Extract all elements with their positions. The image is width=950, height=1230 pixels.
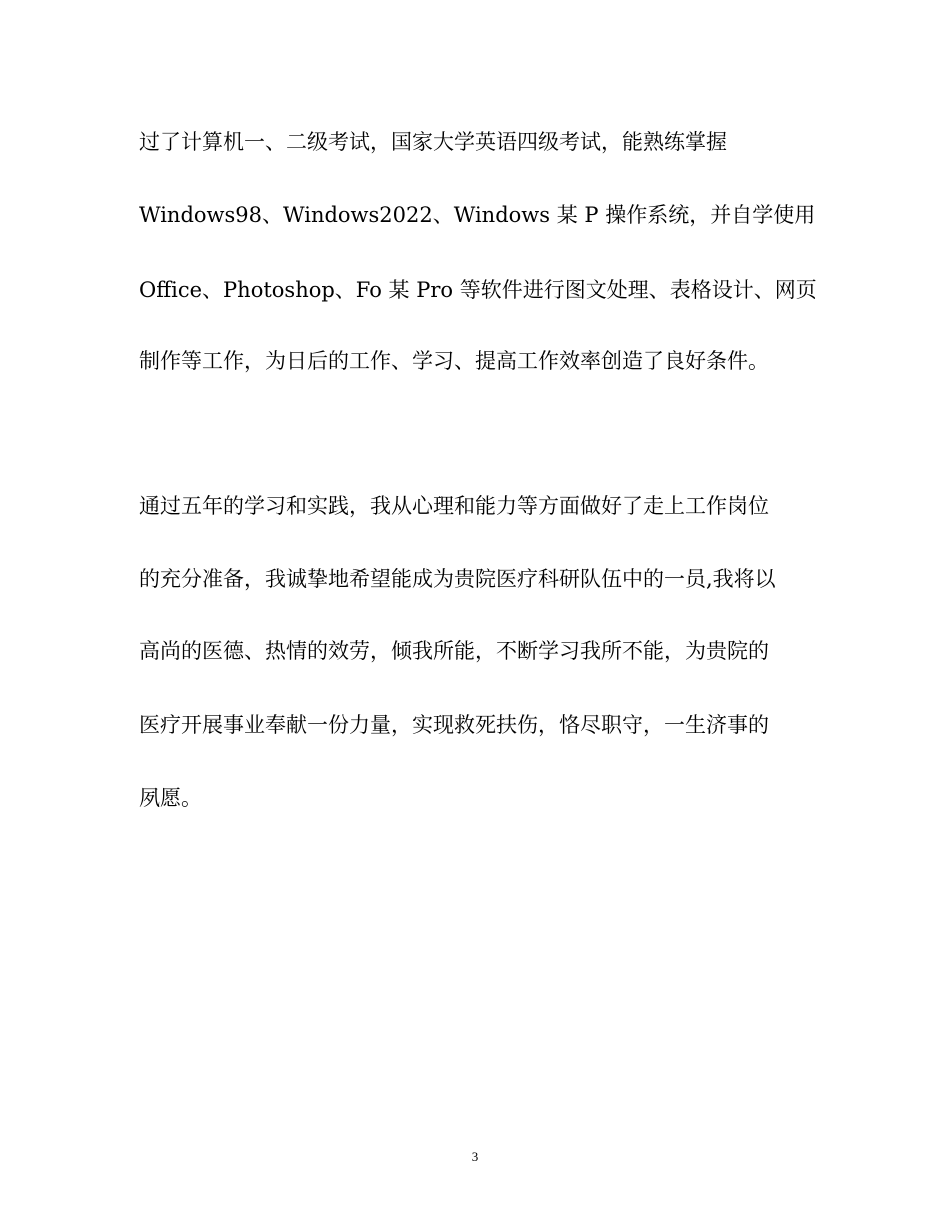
paragraph-line: Office、Photoshop、Fo 某 Pro 等软件进行图文处理、表格设计、网页 xyxy=(139,278,817,302)
paragraph-line: 通过五年的学习和实践，我从心理和能力等方面做好了走上工作岗位 xyxy=(139,494,769,518)
paragraph-line: 夙愿。 xyxy=(139,786,202,810)
paragraph-line: 高尚的医德、热情的效劳，倾我所能，不断学习我所不能，为贵院的 xyxy=(139,639,769,663)
page-number: 3 xyxy=(471,1149,479,1164)
paragraph-line: 医疗开展事业奉献一份力量，实现救死扶伤，恪尽职守，一生济事的 xyxy=(139,713,769,737)
paragraph-line: 制作等工作，为日后的工作、学习、提高工作效率创造了良好条件。 xyxy=(139,349,769,373)
paragraph-line: Windows98、Windows2022、Windows 某 P 操作系统，并自学使用 xyxy=(139,203,816,227)
paragraph-line: 的充分准备，我诚挚地希望能成为贵院医疗科研队伍中的一员,我将以 xyxy=(139,567,776,591)
paragraph-line: 过了计算机一、二级考试，国家大学英语四级考试，能熟练掌握 xyxy=(139,130,727,154)
